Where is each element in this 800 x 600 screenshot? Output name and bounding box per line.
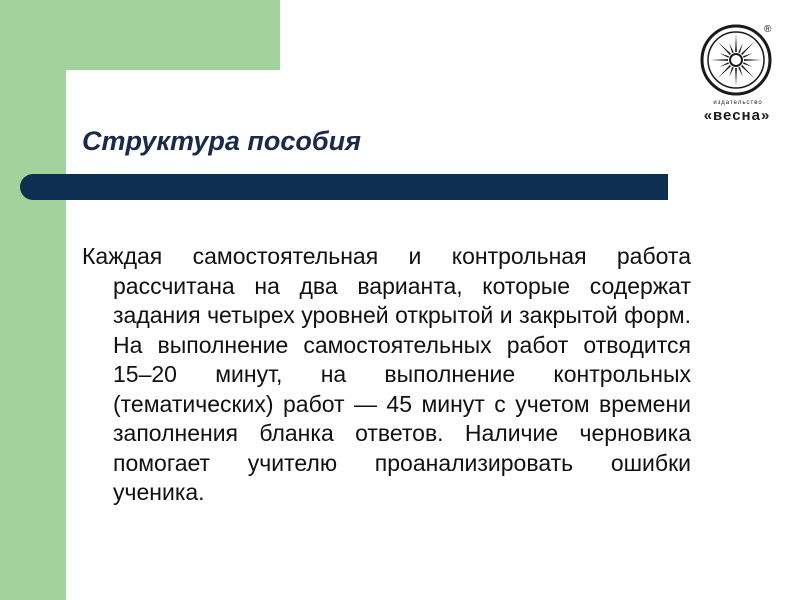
emblem-ray: [743, 62, 753, 67]
emblem-ray: [718, 42, 731, 55]
title-underline-bar: [20, 174, 668, 200]
emblem-ray: [710, 59, 728, 61]
registered-mark: ®: [764, 24, 772, 35]
emblem-ray: [744, 59, 762, 61]
green-side-band: [0, 0, 66, 600]
emblem-ray: [743, 53, 753, 58]
emblem-ray: [738, 67, 743, 77]
slide-title: Структура пособия: [82, 126, 361, 156]
publisher-name: «весна»: [703, 107, 771, 124]
emblem-ray: [738, 43, 743, 53]
emblem-ray: [741, 65, 754, 78]
emblem-ray: [718, 65, 731, 78]
emblem-ray: [729, 67, 734, 77]
emblem-ray: [735, 68, 737, 86]
emblem-ray: [741, 42, 754, 55]
slide-body-text: Каждая самостоятельная и контрольная работа рассчитана на два варианта, которые содержат задания четырех уровней открытой и закрытой форм. На выполнение самостоятельных работ отводится 15–20 минут, на выполнение контрольных (тематических) работ — 45 минут с учетом времени заполнения бланка ответов. Наличие черновика помогает учителю проанализировать ошибки ученика.: [82, 243, 691, 505]
green-top-band: [0, 0, 280, 70]
publisher-label: издательство: [713, 100, 763, 106]
emblem-ray: [719, 53, 729, 58]
emblem-ray: [729, 43, 734, 53]
emblem-ray: [719, 62, 729, 67]
emblem-ray: [735, 34, 737, 52]
